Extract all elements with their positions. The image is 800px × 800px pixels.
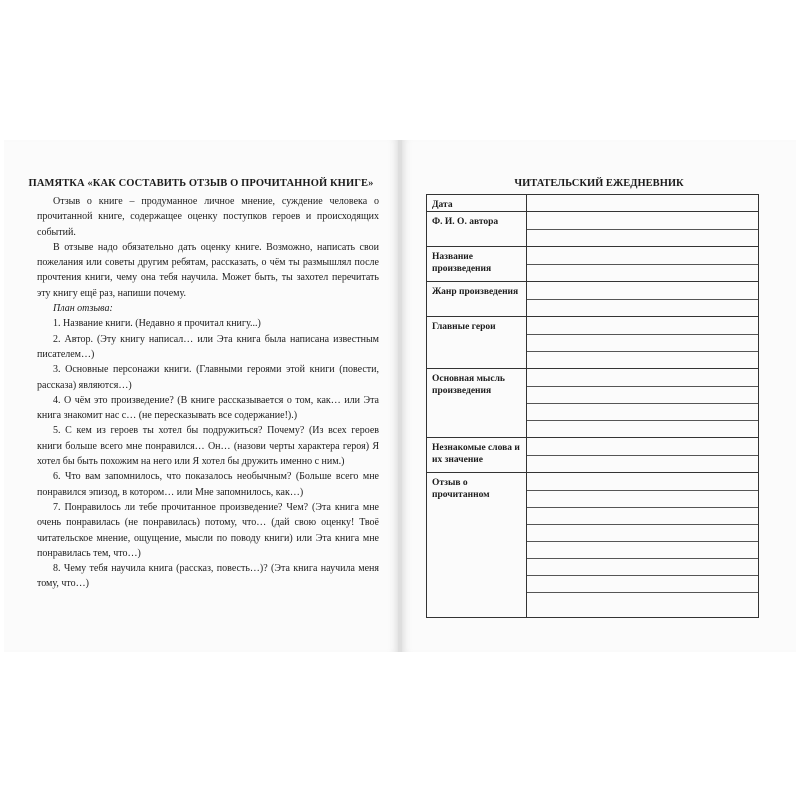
plan-item: 2. Автор. (Эту книгу написал… или Эта книга была написана известным писателем…) bbox=[37, 333, 379, 360]
plan-item: 8. Чему тебя научила книга (рассказ, повесть…)? (Эта книга научила меня тому, что…) bbox=[37, 563, 379, 590]
left-page bbox=[4, 140, 398, 652]
write-line[interactable] bbox=[527, 403, 758, 404]
memo-paragraph: В отзыве надо обязательно дать оценку книге. Возможно, написать свои пожелания или советы другим ребятам, рассказать, о чём ты размышлял после прочтения книги, чему она тебя научила. Может быть, ты захотел перечитать эту книгу ещё раз, напиши почему. bbox=[37, 241, 379, 299]
memo-body bbox=[37, 194, 379, 592]
plan-item: 1. Название книги. (Недавно я прочитал книгу...) bbox=[53, 318, 261, 330]
field-label: Жанр произведения bbox=[427, 282, 527, 316]
plan-heading: План отзыва: bbox=[53, 303, 113, 315]
field-label: Главные герои bbox=[427, 317, 527, 368]
write-line[interactable] bbox=[527, 592, 758, 593]
write-line[interactable] bbox=[527, 334, 758, 335]
plan-item: 7. Понравилось ли тебе прочитанное произведение? Чем? (Эта книга мне очень понравилась (не понравилась) потому, что… (дай свою оценку! Твоё читательское мнение, ощущение, мысли по поводу книги) или Эта книга мне понравилась тем, что…) bbox=[37, 501, 379, 559]
write-line[interactable] bbox=[527, 490, 758, 491]
write-line[interactable] bbox=[527, 351, 758, 352]
plan-item: 6. Что вам запомнилось, что показалось необычным? (Больше всего мне понравился эпизод, в котором… или Мне запомнилось, как…) bbox=[37, 471, 379, 498]
reading-diary-table bbox=[426, 194, 759, 618]
field-label: Дата bbox=[427, 195, 527, 211]
memo-title: ПАМЯТКА «КАК СОСТАВИТЬ ОТЗЫВ О ПРОЧИТАННОЙ КНИГЕ» bbox=[28, 178, 374, 189]
write-line[interactable] bbox=[527, 558, 758, 559]
write-line[interactable] bbox=[527, 264, 758, 265]
write-line[interactable] bbox=[527, 524, 758, 525]
write-line[interactable] bbox=[527, 299, 758, 300]
diary-title: ЧИТАТЕЛЬСКИЙ ЕЖЕДНЕВНИК bbox=[514, 178, 684, 189]
diary-row-main-idea bbox=[427, 369, 758, 438]
diary-row-genre bbox=[427, 282, 758, 317]
diary-row-date bbox=[427, 195, 758, 212]
memo-paragraph: Отзыв о книге – продуманное личное мнение, суждение человека о прочитанной книге, содержащее оценку поступков героев и происходящих событий. bbox=[37, 196, 379, 238]
write-line[interactable] bbox=[527, 455, 758, 456]
write-line[interactable] bbox=[527, 541, 758, 542]
field-label: Название произведения bbox=[427, 247, 527, 281]
write-line[interactable] bbox=[527, 575, 758, 576]
field-label: Основная мысль произведения bbox=[427, 369, 527, 437]
right-page bbox=[402, 140, 796, 652]
write-line[interactable] bbox=[527, 420, 758, 421]
write-line[interactable] bbox=[527, 386, 758, 387]
write-line[interactable] bbox=[527, 229, 758, 230]
diary-row-unknown-words bbox=[427, 438, 758, 473]
plan-item: 3. Основные персонажи книги. (Главными героями этой книги (повести, рассказа) являются…) bbox=[37, 364, 379, 391]
field-label: Ф. И. О. автора bbox=[427, 212, 527, 246]
plan-item: 4. О чём это произведение? (В книге рассказывается о том, как… или Эта книга знакомит нас с… (не пересказывать все содержание!).) bbox=[37, 394, 379, 422]
write-line[interactable] bbox=[527, 507, 758, 508]
plan-item: 5. С кем из героев ты хотел бы подружиться? Почему? (Из всех героев книги больше всего мне понравился… Он… (назови черты характера героя) Я хотел бы быть похожим на него или Я хотел бы дружить именно с ним.) bbox=[37, 425, 379, 468]
diary-row-review bbox=[427, 473, 758, 617]
diary-row-heroes bbox=[427, 317, 758, 369]
diary-row-author bbox=[427, 212, 758, 247]
field-label: Незнакомые слова и их значение bbox=[427, 438, 527, 472]
diary-row-title bbox=[427, 247, 758, 282]
field-label: Отзыв о прочитанном bbox=[427, 473, 527, 617]
